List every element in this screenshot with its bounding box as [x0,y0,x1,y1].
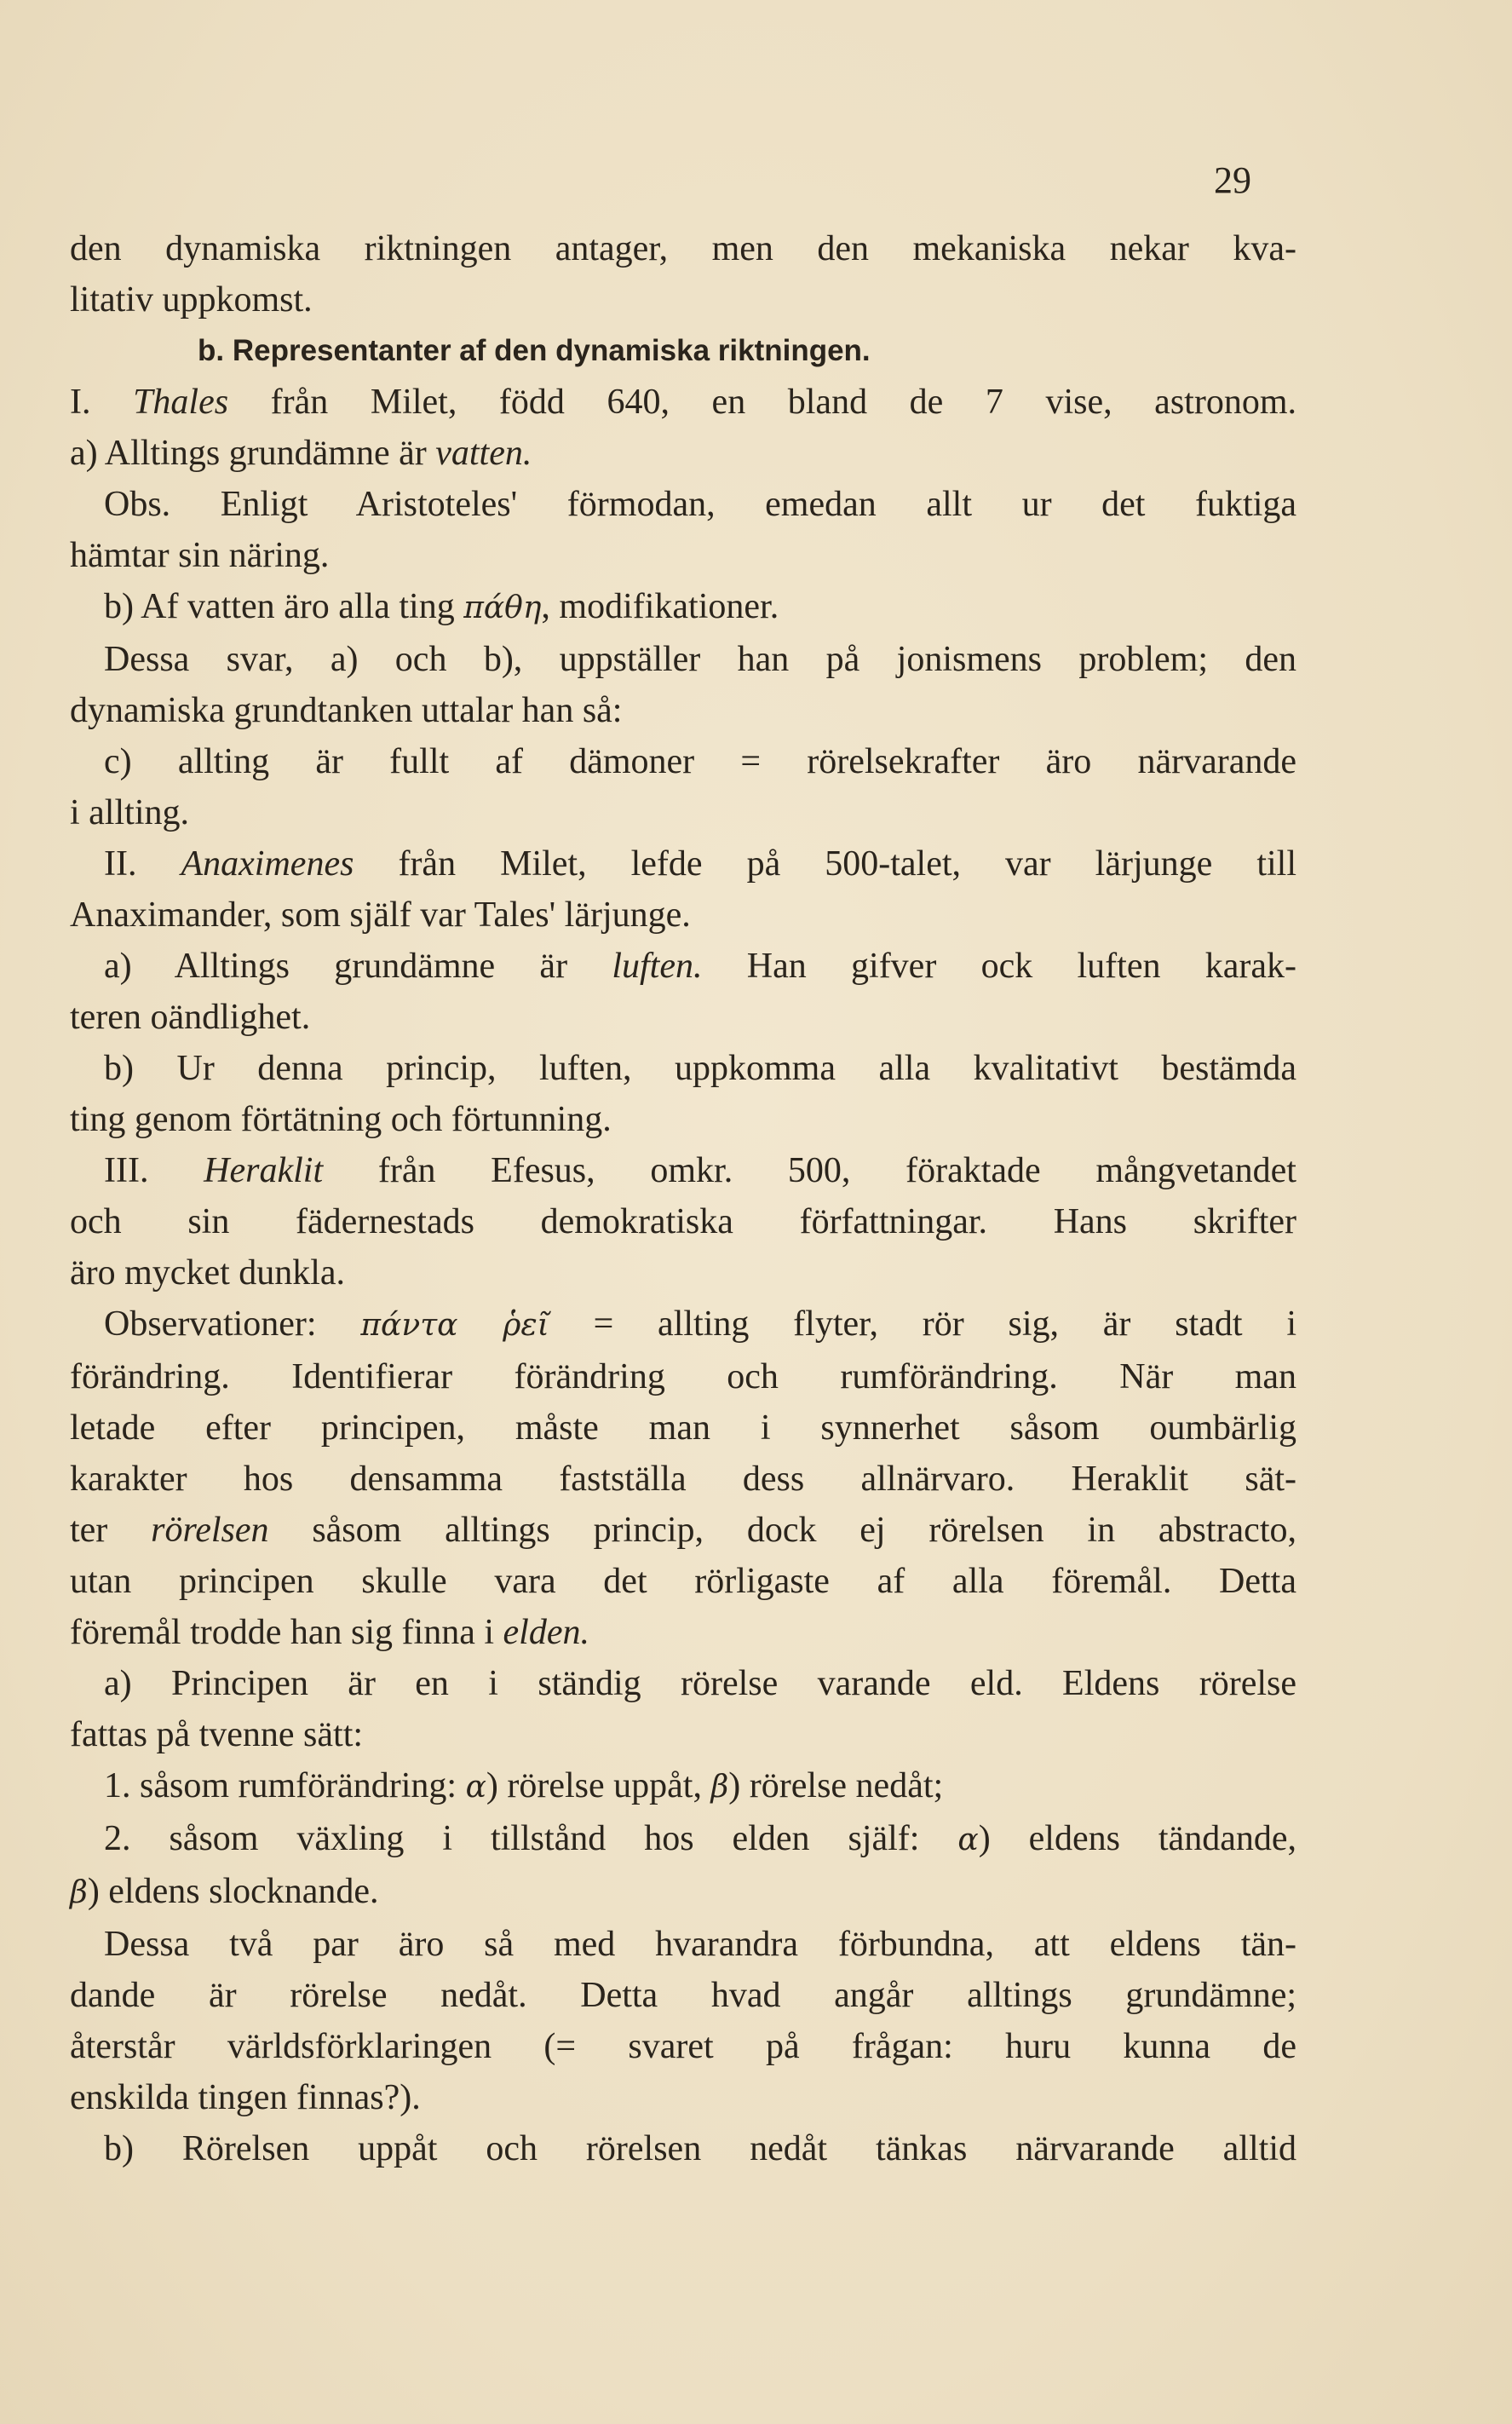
text-span: 1. såsom rumförändring: [104,1766,466,1805]
text-line: Dessa svar, a) och b), uppställer han på jonismens problem; den [104,640,1296,679]
greek-alpha: α [957,1822,979,1857]
text-line: hämtar sin näring. [70,536,330,575]
text-line: teren oändlighet. [70,998,311,1037]
text-line: den dynamiska riktningen antager, men den mekaniska nekar kva- [70,229,1296,268]
text-span: II. [104,844,181,884]
text-line: Anaximander, som själf var Tales' lärjunge. [70,895,691,935]
text-line [70,838,1296,890]
text-line: i allting. [70,793,189,832]
text-line: a) Principen är en i ständig rörelse varande eld. Eldens rörelse [104,1664,1296,1703]
text-span: a) Alltings grundämne är [70,434,436,473]
text-line: enskilda tingen finnas?). [70,2078,421,2117]
text-line: dande är rörelse nedåt. Detta hvad angår alltings grundämne; [70,1976,1296,2015]
text-line: b) Ur denna princip, luften, uppkomma alla kvalitativt bestämda [104,1049,1296,1088]
text-span: I. [70,383,134,422]
text-line: dynamiska grundtanken uttalar han så: [70,691,623,730]
text-span: ter [70,1511,152,1550]
text-line: ting genom förtätning och förtunning. [70,1100,612,1139]
text-span: ) rörelse uppåt, [486,1766,711,1805]
text-span: Observationer: [104,1304,361,1344]
text-line [70,1813,1296,1866]
greek-word: πάθη [463,590,542,625]
text-span: från Milet, lefde på 500-talet, var lärjunge till [354,844,1296,884]
text-line [70,581,1296,634]
text-span: 2. såsom växling i tillstånd hos elden själf: [104,1819,958,1858]
text-line [70,1607,1296,1658]
greek-beta: β [710,1770,729,1805]
text-line [70,1760,1296,1813]
text-span: a) Alltings grundämne är [104,947,612,986]
term-elden: elden. [503,1613,589,1652]
text-line: Dessa två par äro så med hvarandra förbundna, att eldens tän- [104,1925,1296,1964]
body-text [70,223,1296,2174]
text-line [70,941,1296,992]
text-line: letade efter principen, måste man i synnerhet såsom oumbärlig [70,1408,1296,1448]
name-heraklit: Heraklit [204,1151,324,1190]
text-line: äro mycket dunkla. [70,1253,346,1293]
page-number: 29 [1214,159,1251,201]
text-span: III. [104,1151,204,1190]
text-line: karakter hos densamma fastställa dess allnärvaro. Heraklit sät- [70,1460,1296,1499]
text-line: förändring. Identifierar förändring och rumförändring. När man [70,1357,1296,1396]
text-span: Han gifver ock luften karak- [702,947,1296,986]
text-span: ) rörelse nedåt; [728,1766,944,1805]
text-line: b) Rörelsen uppåt och rörelsen nedåt tänkas närvarande alltid [104,2129,1296,2168]
text-span: ) eldens slocknande. [87,1872,379,1911]
greek-beta: β [70,1875,88,1910]
text-span: , modifikationer. [541,587,779,626]
text-line: fattas på tvenne sätt: [70,1715,364,1754]
name-anaximenes: Anaximenes [181,844,354,884]
text-line: Obs. Enligt Aristoteles' förmodan, emedan allt ur det fuktiga [104,485,1296,524]
text-span: såsom alltings princip, dock ej rörelsen in abstracto, [268,1511,1296,1550]
text-line: återstår världsförklaringen (= svaret på frågan: huru kunna de [70,2027,1296,2066]
text-line [70,1298,1296,1351]
text-line: c) allting är fullt af dämoner = rörelsekrafter äro närvarande [104,742,1296,781]
text-line [70,1505,1296,1556]
text-span: = allting flyter, rör sig, är stadt i [549,1304,1296,1344]
text-line [70,1145,1296,1196]
text-line [70,428,1296,479]
text-line [70,377,1296,428]
text-line: utan principen skulle vara det rörligaste af alla föremål. Detta [70,1562,1296,1601]
term-rorelsen: rörelsen [151,1511,269,1550]
text-span: föremål trodde han sig finna i [70,1613,503,1652]
term-vatten: vatten. [435,434,532,473]
text-span: b) Af vatten äro alla ting [104,587,464,626]
text-span: ) eldens tändande, [978,1819,1296,1858]
greek-phrase: πάντα ῥεῖ [360,1308,549,1343]
text-line [70,1866,1296,1919]
name-thales: Thales [133,383,229,422]
text-span: från Efesus, omkr. 500, föraktade mångvetandet [323,1151,1296,1190]
text-line: litativ uppkomst. [70,280,313,320]
term-luften: luften. [612,947,703,986]
text-line: och sin fädernestads demokratiska författningar. Hans skrifter [70,1202,1296,1241]
greek-alpha: α [465,1770,486,1805]
section-heading: b. Representanter af den dynamiska riktningen. [198,334,871,367]
text-span: från Milet, född 640, en bland de 7 vise, astronom. [228,383,1296,422]
